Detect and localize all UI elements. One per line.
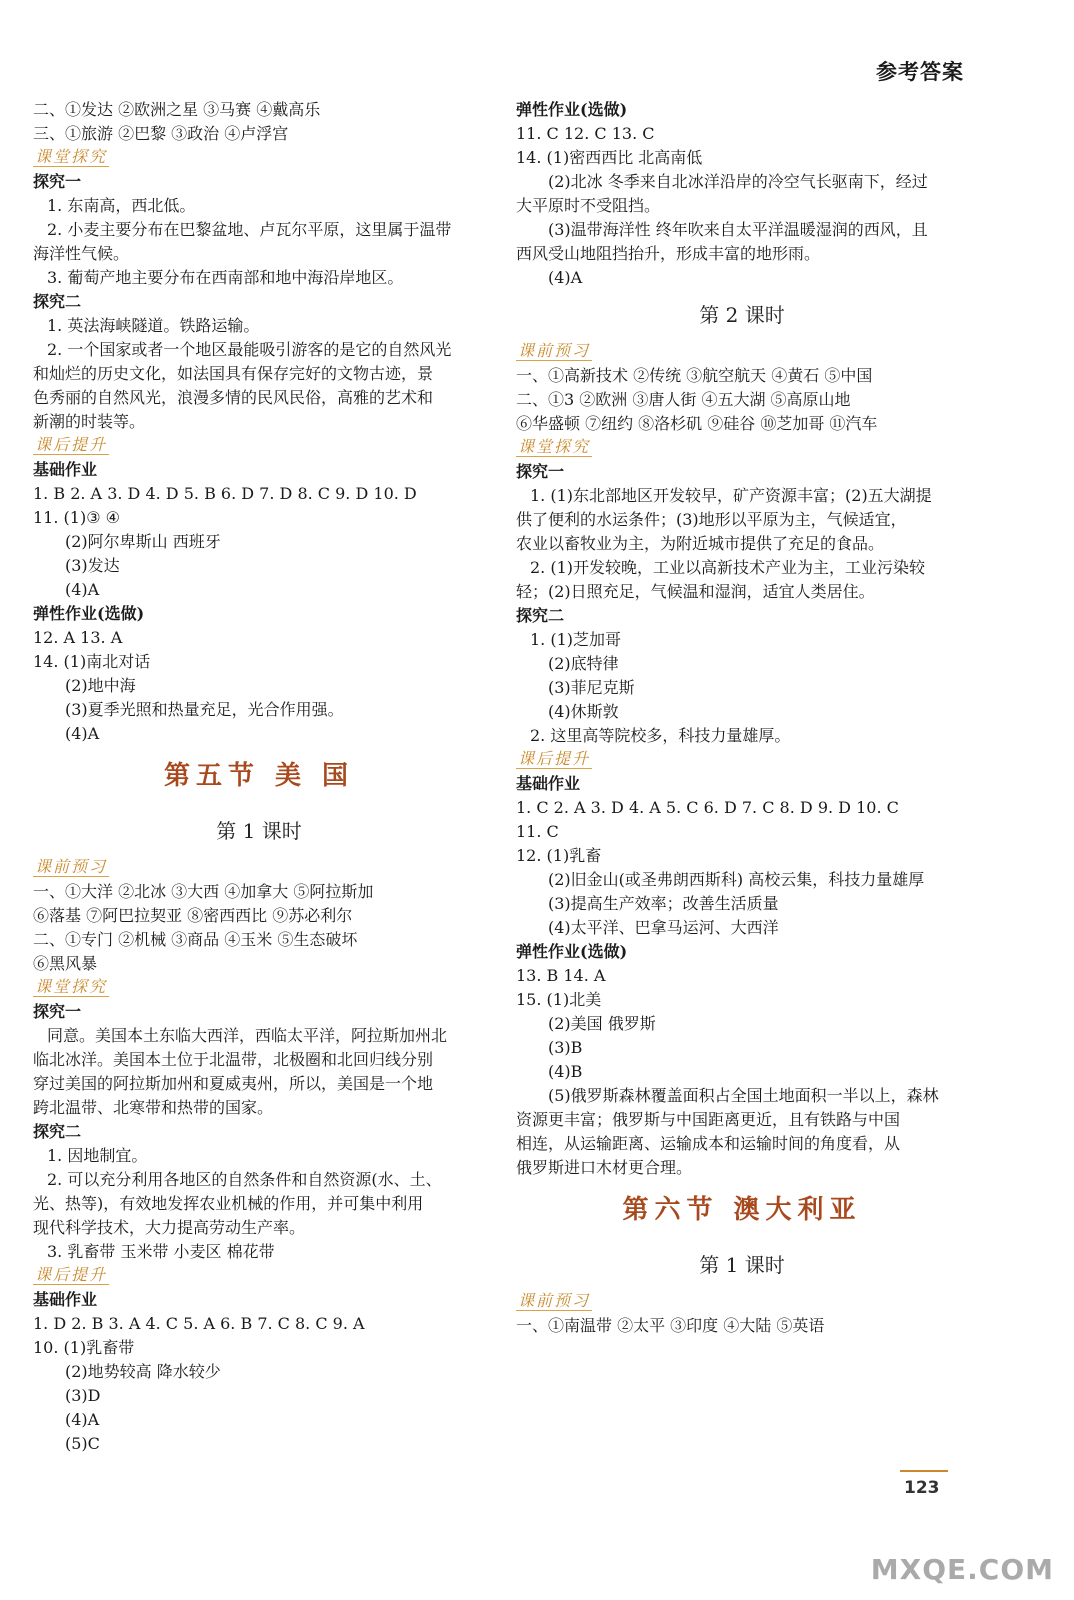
- section-tag: [33, 976, 485, 1000]
- left-column: [33, 98, 485, 1456]
- answer-line: 资源更丰富；俄罗斯与中国距离更近，且有铁路与中国: [516, 1110, 901, 1129]
- answer-line: (3)D: [65, 1386, 101, 1405]
- answer-line: 2. 一个国家或者一个地区最能吸引游客的是它的自然风光: [47, 340, 452, 359]
- answer-line: (4)休斯敦: [548, 702, 619, 721]
- section-tag: [33, 434, 485, 458]
- section-title: 第五节 美 国: [163, 761, 355, 791]
- answer-line: 相连，从运输距离、运输成本和运输时间的角度看，从: [516, 1134, 901, 1153]
- section-tag: [33, 146, 485, 170]
- section-tag-label: 课后提升: [35, 1265, 108, 1284]
- answer-line: 二、①发达 ②欧洲之星 ③马赛 ④戴高乐: [33, 100, 321, 119]
- watermark-text: MXQE.COM: [870, 1553, 1054, 1586]
- page-number-decoration: [900, 1470, 948, 1472]
- subheading: 探究二: [516, 606, 565, 625]
- answer-line: (2)地势较高 降水较少: [65, 1362, 221, 1381]
- answer-line: 10. (1)乳畜带: [33, 1338, 135, 1357]
- subheading: 弹性作业(选做): [516, 942, 628, 961]
- answer-line: 15. (1)北美: [516, 990, 602, 1009]
- answer-line: ⑥华盛顿 ⑦纽约 ⑧洛杉矶 ⑨硅谷 ⑩芝加哥 ⑪汽车: [516, 414, 878, 433]
- answer-line: 供了便利的水运条件；(3)地形以平原为主，气候适宜，: [516, 510, 907, 529]
- section-tag: [516, 340, 968, 364]
- answer-line: (4)A: [65, 580, 100, 599]
- answer-line: 新潮的时装等。: [33, 412, 146, 431]
- answer-line: 13. B 14. A: [516, 966, 606, 985]
- answer-line: 12. (1)乳畜: [516, 846, 602, 865]
- answer-line: (2)底特律: [548, 654, 619, 673]
- subheading: 探究一: [33, 1002, 82, 1021]
- section-tag-label: 课前预习: [35, 857, 108, 876]
- answer-line: 一、①大洋 ②北冰 ③大西 ④加拿大 ⑤阿拉斯加: [33, 882, 374, 901]
- answer-line: 色秀丽的自然风光，浪漫多情的民风民俗，高雅的艺术和: [33, 388, 434, 407]
- subheading: 探究一: [33, 172, 82, 191]
- answer-line: (4)B: [548, 1062, 583, 1081]
- answer-line: 大平原时不受阻挡。: [516, 196, 661, 215]
- section-tag: [516, 436, 968, 460]
- answer-line: (4)A: [65, 724, 100, 743]
- subheading: 基础作业: [516, 774, 581, 793]
- answer-line: 11. (1)③ ④: [33, 508, 120, 527]
- section-tag: [516, 1290, 968, 1314]
- answer-line: (2)地中海: [65, 676, 136, 695]
- answer-line: 3. 乳畜带 玉米带 小麦区 棉花带: [47, 1242, 275, 1261]
- answer-line: 12. A 13. A: [33, 628, 123, 647]
- answer-line: ⑥黑风暴: [33, 954, 98, 973]
- answer-line: 11. C 12. C 13. C: [516, 124, 655, 143]
- subheading: 弹性作业(选做): [516, 100, 628, 119]
- lesson-title: 第 1 课时: [699, 1253, 785, 1277]
- answer-line: 2. 这里高等院校多，科技力量雄厚。: [530, 726, 791, 745]
- answer-line: 1. (1)芝加哥: [530, 630, 622, 649]
- answer-line: 跨北温带、北寒带和热带的国家。: [33, 1098, 274, 1117]
- answer-line: (3)提高生产效率；改善生活质量: [548, 894, 779, 913]
- section-tag-label: 课堂探究: [35, 977, 108, 996]
- section-title: 第六节 澳大利亚: [622, 1195, 862, 1225]
- lesson-title: 第 2 课时: [699, 303, 785, 327]
- answer-line: 1. 英法海峡隧道。铁路运输。: [47, 316, 260, 335]
- answer-line: (4)A: [65, 1410, 100, 1429]
- answer-line: 一、①高新技术 ②传统 ③航空航天 ④黄石 ⑤中国: [516, 366, 873, 385]
- subheading: 探究二: [33, 292, 82, 311]
- answer-line: 一、①南温带 ②太平 ③印度 ④大陆 ⑤英语: [516, 1316, 825, 1335]
- answer-line: ⑥落基 ⑦阿巴拉契亚 ⑧密西西比 ⑨苏必利尔: [33, 906, 353, 925]
- subheading: 基础作业: [33, 460, 98, 479]
- answer-line: 和灿烂的历史文化，如法国具有保存完好的文物古迹，景: [33, 364, 434, 383]
- answer-line: 农业以畜牧业为主，为附近城市提供了充足的食品。: [516, 534, 885, 553]
- answer-line: (4)太平洋、巴拿马运河、大西洋: [548, 918, 779, 937]
- answer-line: 2. 小麦主要分布在巴黎盆地、卢瓦尔平原，这里属于温带: [47, 220, 452, 239]
- answer-line: 临北冰洋。美国本土位于北温带，北极圈和北回归线分别: [33, 1050, 434, 1069]
- answer-line: 俄罗斯进口木材更合理。: [516, 1158, 693, 1177]
- answer-line: 14. (1)密西西比 北高南低: [516, 148, 703, 167]
- section-tag: [516, 748, 968, 772]
- answer-line: (3)B: [548, 1038, 583, 1057]
- answer-line: (5)C: [65, 1434, 100, 1453]
- answer-line: 2. 可以充分利用各地区的自然条件和自然资源(水、土、: [47, 1170, 442, 1189]
- answer-line: 11. C: [516, 822, 559, 841]
- answer-line: 1. 因地制宜。: [47, 1146, 148, 1165]
- answer-line: 1. D 2. B 3. A 4. C 5. A 6. B 7. C 8. C 9. A: [33, 1314, 365, 1333]
- answer-line: (3)发达: [65, 556, 120, 575]
- subheading: 探究一: [516, 462, 565, 481]
- section-tag: [33, 856, 485, 880]
- answer-line: (3)温带海洋性 终年吹来自太平洋温暖湿润的西风，且: [548, 220, 928, 239]
- answer-line: 1. 东南高，西北低。: [47, 196, 196, 215]
- answer-line: 现代科学技术，大力提高劳动生产率。: [33, 1218, 306, 1237]
- answer-line: 三、①旅游 ②巴黎 ③政治 ④卢浮宫: [33, 124, 289, 143]
- answer-line: (5)俄罗斯森林覆盖面积占全国土地面积一半以上，森林: [548, 1086, 939, 1105]
- answer-line: 轻；(2)日照充足，气候温和湿润，适宜人类居住。: [516, 582, 875, 601]
- answer-line: (2)北冰 冬季来自北冰洋沿岸的冷空气长驱南下，经过: [548, 172, 928, 191]
- answer-line: 二、①3 ②欧洲 ③唐人街 ④五大湖 ⑤高原山地: [516, 390, 851, 409]
- answer-line: 同意。美国本土东临大西洋，西临太平洋，阿拉斯加州北: [47, 1026, 448, 1045]
- section-tag-label: 课堂探究: [35, 147, 108, 166]
- lesson-title: 第 1 课时: [216, 819, 302, 843]
- answer-line: (2)美国 俄罗斯: [548, 1014, 656, 1033]
- page-header-title: 参考答案: [876, 60, 964, 84]
- subheading: 基础作业: [33, 1290, 98, 1309]
- answer-line: (3)夏季光照和热量充足，光合作用强。: [65, 700, 344, 719]
- answer-line: (2)旧金山(或圣弗朗西斯科) 高校云集，科技力量雄厚: [548, 870, 925, 889]
- subheading: 弹性作业(选做): [33, 604, 145, 623]
- answer-line: (2)阿尔卑斯山 西班牙: [65, 532, 221, 551]
- answer-line: 3. 葡萄产地主要分布在西南部和地中海沿岸地区。: [47, 268, 404, 287]
- answer-line: 二、①专门 ②机械 ③商品 ④玉米 ⑤生态破坏: [33, 930, 358, 949]
- page-number: 123: [904, 1478, 940, 1498]
- answer-line: (4)A: [548, 268, 583, 287]
- subheading: 探究二: [33, 1122, 82, 1141]
- answer-line: 1. B 2. A 3. D 4. D 5. B 6. D 7. D 8. C 9. D 10. D: [33, 484, 417, 503]
- section-tag-label: 课后提升: [518, 749, 591, 768]
- answer-line: 14. (1)南北对话: [33, 652, 151, 671]
- section-tag: [33, 1264, 485, 1288]
- answer-line: 1. C 2. A 3. D 4. A 5. C 6. D 7. C 8. D 9. D 10. C: [516, 798, 899, 817]
- right-column: [516, 98, 968, 1338]
- section-tag-label: 课堂探究: [518, 437, 591, 456]
- section-tag-label: 课前预习: [518, 1291, 591, 1310]
- answer-line: 1. (1)东北部地区开发较早，矿产资源丰富；(2)五大湖提: [530, 486, 932, 505]
- section-tag-label: 课前预习: [518, 341, 591, 360]
- section-tag-label: 课后提升: [35, 435, 108, 454]
- answer-line: 2. (1)开发较晚，工业以高新技术产业为主，工业污染较: [530, 558, 926, 577]
- answer-line: 海洋性气候。: [33, 244, 130, 263]
- answer-line: 光、热等)，有效地发挥农业机械的作用，并可集中利用: [33, 1194, 424, 1213]
- answer-line: (3)菲尼克斯: [548, 678, 635, 697]
- answer-line: 穿过美国的阿拉斯加州和夏威夷州，所以，美国是一个地: [33, 1074, 434, 1093]
- answer-line: 西风受山地阻挡抬升，形成丰富的地形雨。: [516, 244, 821, 263]
